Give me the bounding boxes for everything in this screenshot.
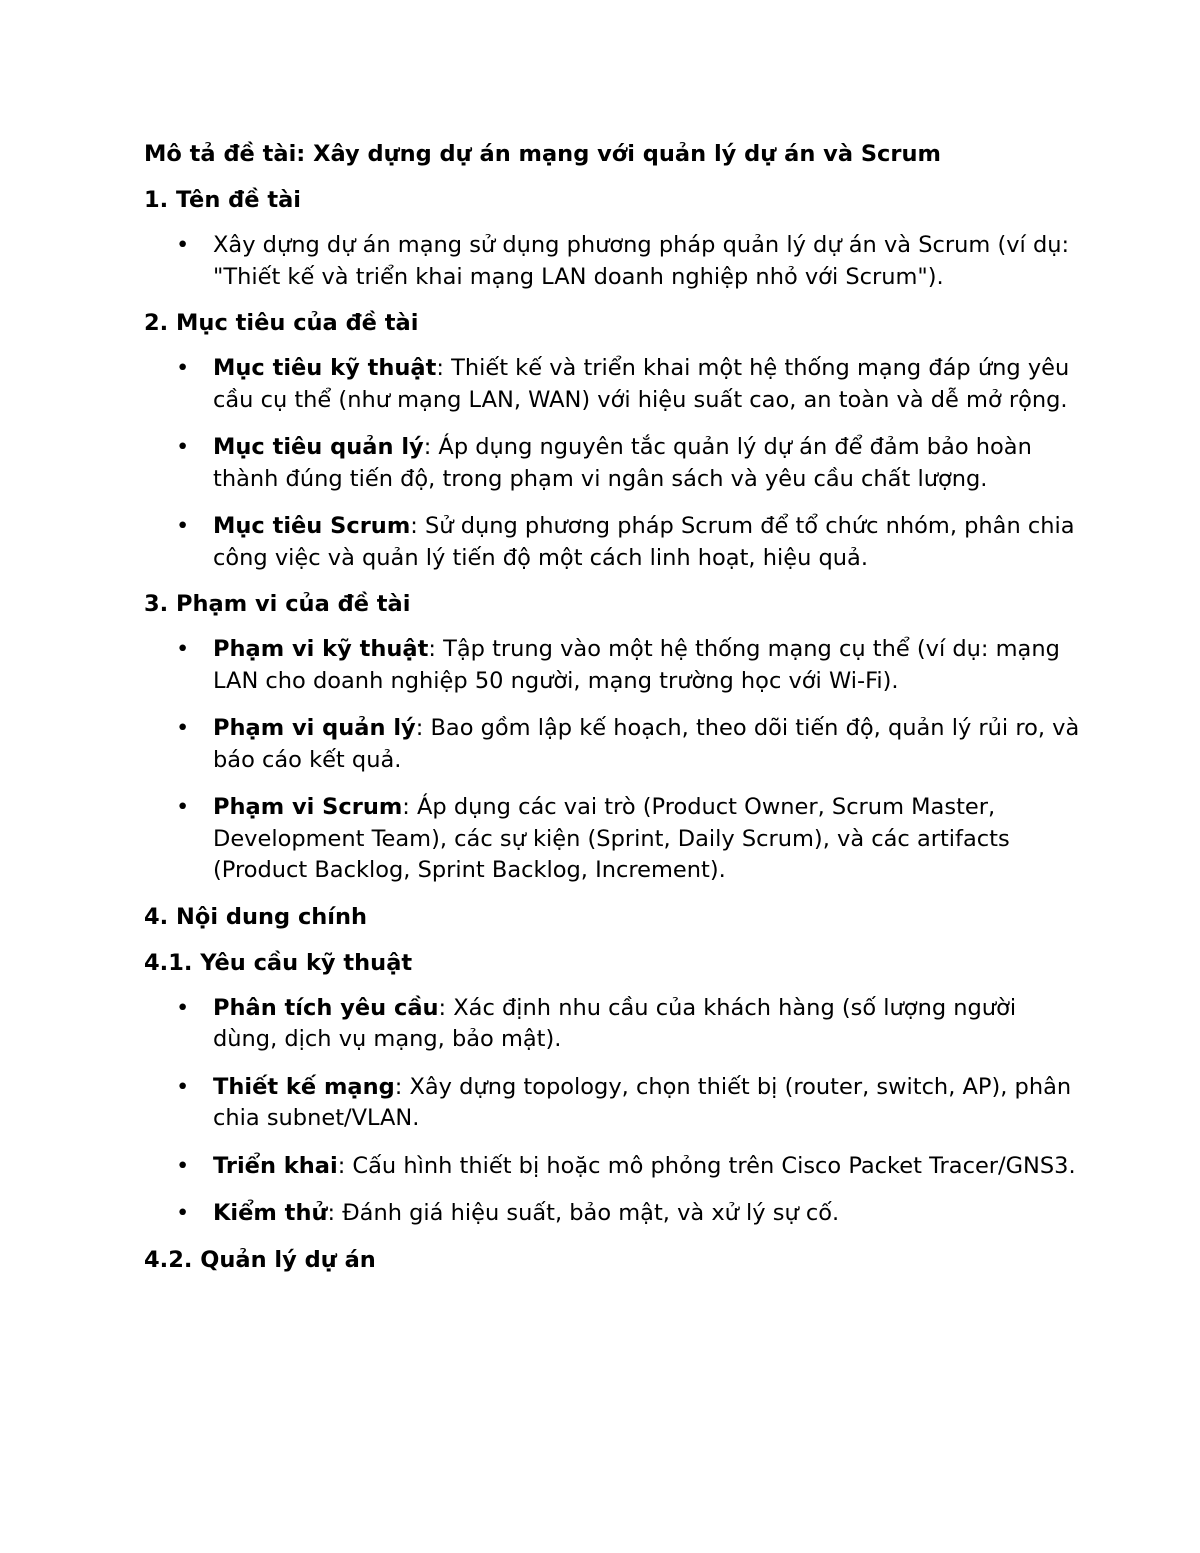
item-term: Phân tích yêu cầu [213, 994, 439, 1021]
item-term: Mục tiêu kỹ thuật [213, 355, 437, 381]
item-term: Mục tiêu Scrum [213, 513, 411, 539]
bullet-icon: • [176, 513, 190, 539]
item-text: : Xây dựng topology, chọn thiết bị (router, switch, AP), phân chia subnet/VLAN. [213, 1073, 1072, 1131]
list-item [144, 230, 1080, 293]
item-text: : Tập trung vào một hệ thống mạng cụ thể (ví dụ: mạng LAN cho doanh nghiệp 50 người, mạng trường học với Wi-Fi). [213, 636, 1060, 694]
bullet-icon: • [176, 994, 190, 1021]
list-item [144, 353, 1080, 416]
list-item [144, 432, 1080, 495]
item-text: : Áp dụng các vai trò (Product Owner, Scrum Master, Development Team), các sự kiện (Sprint, Daily Scrum), và các artifacts (Product Backlog, Sprint Backlog, Increment). [213, 794, 1010, 883]
item-term: Kiểm thử [213, 1200, 328, 1226]
item-text: : Xác định nhu cầu của khách hàng (số lượng người dùng, dịch vụ mạng, bảo mật). [213, 994, 1017, 1052]
item-text: : Sử dụng phương pháp Scrum để tổ chức nhóm, phân chia công việc và quản lý tiến độ một cách linh hoạt, hiệu quả. [213, 513, 1075, 571]
list-item [144, 993, 1080, 1056]
bullet-list [144, 993, 1080, 1230]
item-term: Phạm vi Scrum [213, 794, 403, 820]
bullet-icon: • [176, 715, 190, 741]
list-item [144, 511, 1080, 574]
bullet-icon: • [176, 1200, 190, 1226]
bullet-list [144, 353, 1080, 574]
item-text: Xây dựng dự án mạng sử dụng phương pháp quản lý dự án và Scrum (ví dụ: "Thiết kế và triển khai mạng LAN doanh nghiệp nhỏ với Scrum"). [213, 232, 1070, 290]
bullet-icon: • [176, 794, 190, 820]
item-term: Mục tiêu quản lý [213, 434, 424, 460]
bullet-list [144, 230, 1080, 293]
section-heading: 4. Nội dung chính [144, 903, 368, 930]
item-text: : Bao gồm lập kế hoạch, theo dõi tiến độ, quản lý rủi ro, và báo cáo kết quả. [213, 715, 1080, 773]
section-heading: 1. Tên đề tài [144, 187, 302, 213]
item-text: : Áp dụng nguyên tắc quản lý dự án để đảm bảo hoàn thành đúng tiến độ, trong phạm vi ngân sách và yêu cầu chất lượng. [213, 434, 1032, 492]
bullet-icon: • [176, 1073, 190, 1100]
item-text: : Đánh giá hiệu suất, bảo mật, và xử lý sự cố. [327, 1200, 840, 1226]
bullet-icon: • [176, 434, 190, 460]
list-item [144, 1072, 1080, 1135]
bullet-icon: • [176, 1152, 190, 1179]
item-text: : Cấu hình thiết bị hoặc mô phỏng trên Cisco Packet Tracer/GNS3. [337, 1152, 1076, 1179]
bullet-list [144, 634, 1080, 887]
section-heading: 2. Mục tiêu của đề tài [144, 310, 419, 336]
document-title: Mô tả đề tài: Xây dựng dự án mạng với quản lý dự án và Scrum [144, 141, 941, 167]
bullet-icon: • [176, 636, 190, 662]
bullet-icon: • [176, 232, 190, 258]
list-item [144, 1198, 1080, 1230]
list-item [144, 634, 1080, 697]
item-term: Phạm vi quản lý [213, 715, 416, 741]
list-item [144, 792, 1080, 887]
item-term: Thiết kế mạng [213, 1073, 395, 1100]
item-term: Triển khai [213, 1152, 338, 1179]
item-text: : Thiết kế và triển khai một hệ thống mạng đáp ứng yêu cầu cụ thể (như mạng LAN, WAN) với hiệu suất cao, an toàn và dễ mở rộng. [213, 355, 1070, 413]
subsection-heading: 4.1. Yêu cầu kỹ thuật [144, 949, 413, 976]
list-item [144, 1151, 1080, 1183]
section-heading: 3. Phạm vi của đề tài [144, 591, 411, 617]
subsection-heading: 4.2. Quản lý dự án [144, 1246, 376, 1273]
list-item [144, 713, 1080, 776]
item-term: Phạm vi kỹ thuật [213, 636, 429, 662]
bullet-icon: • [176, 355, 190, 381]
